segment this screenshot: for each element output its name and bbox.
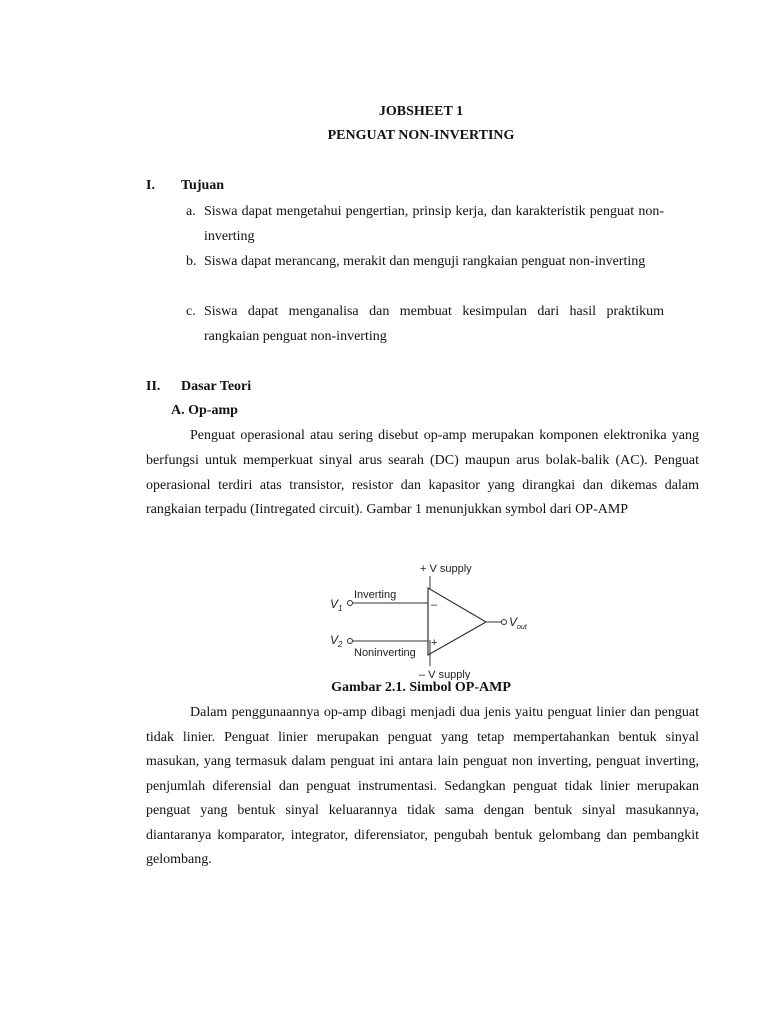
section-2-title: Dasar Teori — [181, 379, 252, 394]
section-1-title: Tujuan — [181, 178, 225, 193]
objective-letter: a. — [186, 204, 196, 219]
v2-label: $V_2$ — [330, 633, 343, 649]
paragraph-opamp-types: Dalam penggunaannya op-amp dibagi menjadi dua jenis yaitu penguat linier dan penguat tidak linier. Penguat linier merupakan penguat yang tetap mempertahankan bentuk sinyal masukan, yang termasuk dalam penguat ini antara lain penguat non inverting, penguat inverting, penjumlah diferensial dan penguat instrumentasi. Sedangkan penguat tidak linier merupakan penguat yang bentuk sinyal keluarannya tidak sama dengan bentuk sinyal masukannya, diantaranya komparator, integrator, diferensiator, pengubah bentuk gelombang dan pembangkit gelombang. — [146, 705, 699, 867]
figure-caption: Gambar 2.1. Simbol OP-AMP — [331, 680, 511, 695]
inverting-label: Inverting — [354, 589, 397, 601]
noninverting-label: Noninverting — [354, 647, 416, 659]
v1-label: $V_1$ — [330, 597, 343, 613]
objective-item — [186, 299, 664, 349]
output-terminal — [502, 620, 507, 625]
section-1-number: I. — [146, 178, 155, 193]
section-2-number: II. — [146, 379, 161, 394]
objective-text: Siswa dapat merancang, merakit dan menguji rangkaian penguat non-inverting — [204, 254, 646, 269]
jobsheet-label: JOBSHEET 1 — [378, 104, 464, 119]
objective-letter: c. — [186, 304, 196, 319]
v1-terminal — [348, 601, 353, 606]
vout-label: $V_{out}$ — [509, 615, 527, 631]
objective-item — [186, 249, 664, 274]
minus-sign: – — [431, 599, 438, 611]
paragraph-opamp-definition: Penguat operasional atau sering disebut op-amp merupakan komponen elektronika yang berfungsi untuk memperkuat sinyal arus searah (DC) maupun arus bolak-balik (AC). Penguat operasional terdiri atas transistor, resistor dan kapasitor yang dirangkai dan dikemas dalam rangkaian terpadu (Iintregated circuit). Gambar 1 menunjukkan symbol dari OP-AMP — [146, 428, 699, 518]
objective-text: Siswa dapat menganalisa dan membuat kesimpulan dari hasil praktikum rangkaian penguat non-inverting — [204, 304, 664, 344]
supply-negative-label: – V supply — [419, 669, 471, 680]
subsection-title: A. Op-amp — [171, 403, 238, 418]
objective-letter: b. — [186, 254, 197, 269]
objective-item — [186, 199, 664, 249]
v2-terminal — [348, 639, 353, 644]
objective-text: Siswa dapat mengetahui pengertian, prinsip kerja, dan karakteristik penguat non-inverting — [204, 204, 664, 244]
document-title: PENGUAT NON-INVERTING — [327, 128, 515, 143]
plus-sign: + — [431, 637, 438, 649]
supply-positive-label: + V supply — [420, 563, 472, 575]
opamp-symbol-figure — [322, 556, 532, 680]
